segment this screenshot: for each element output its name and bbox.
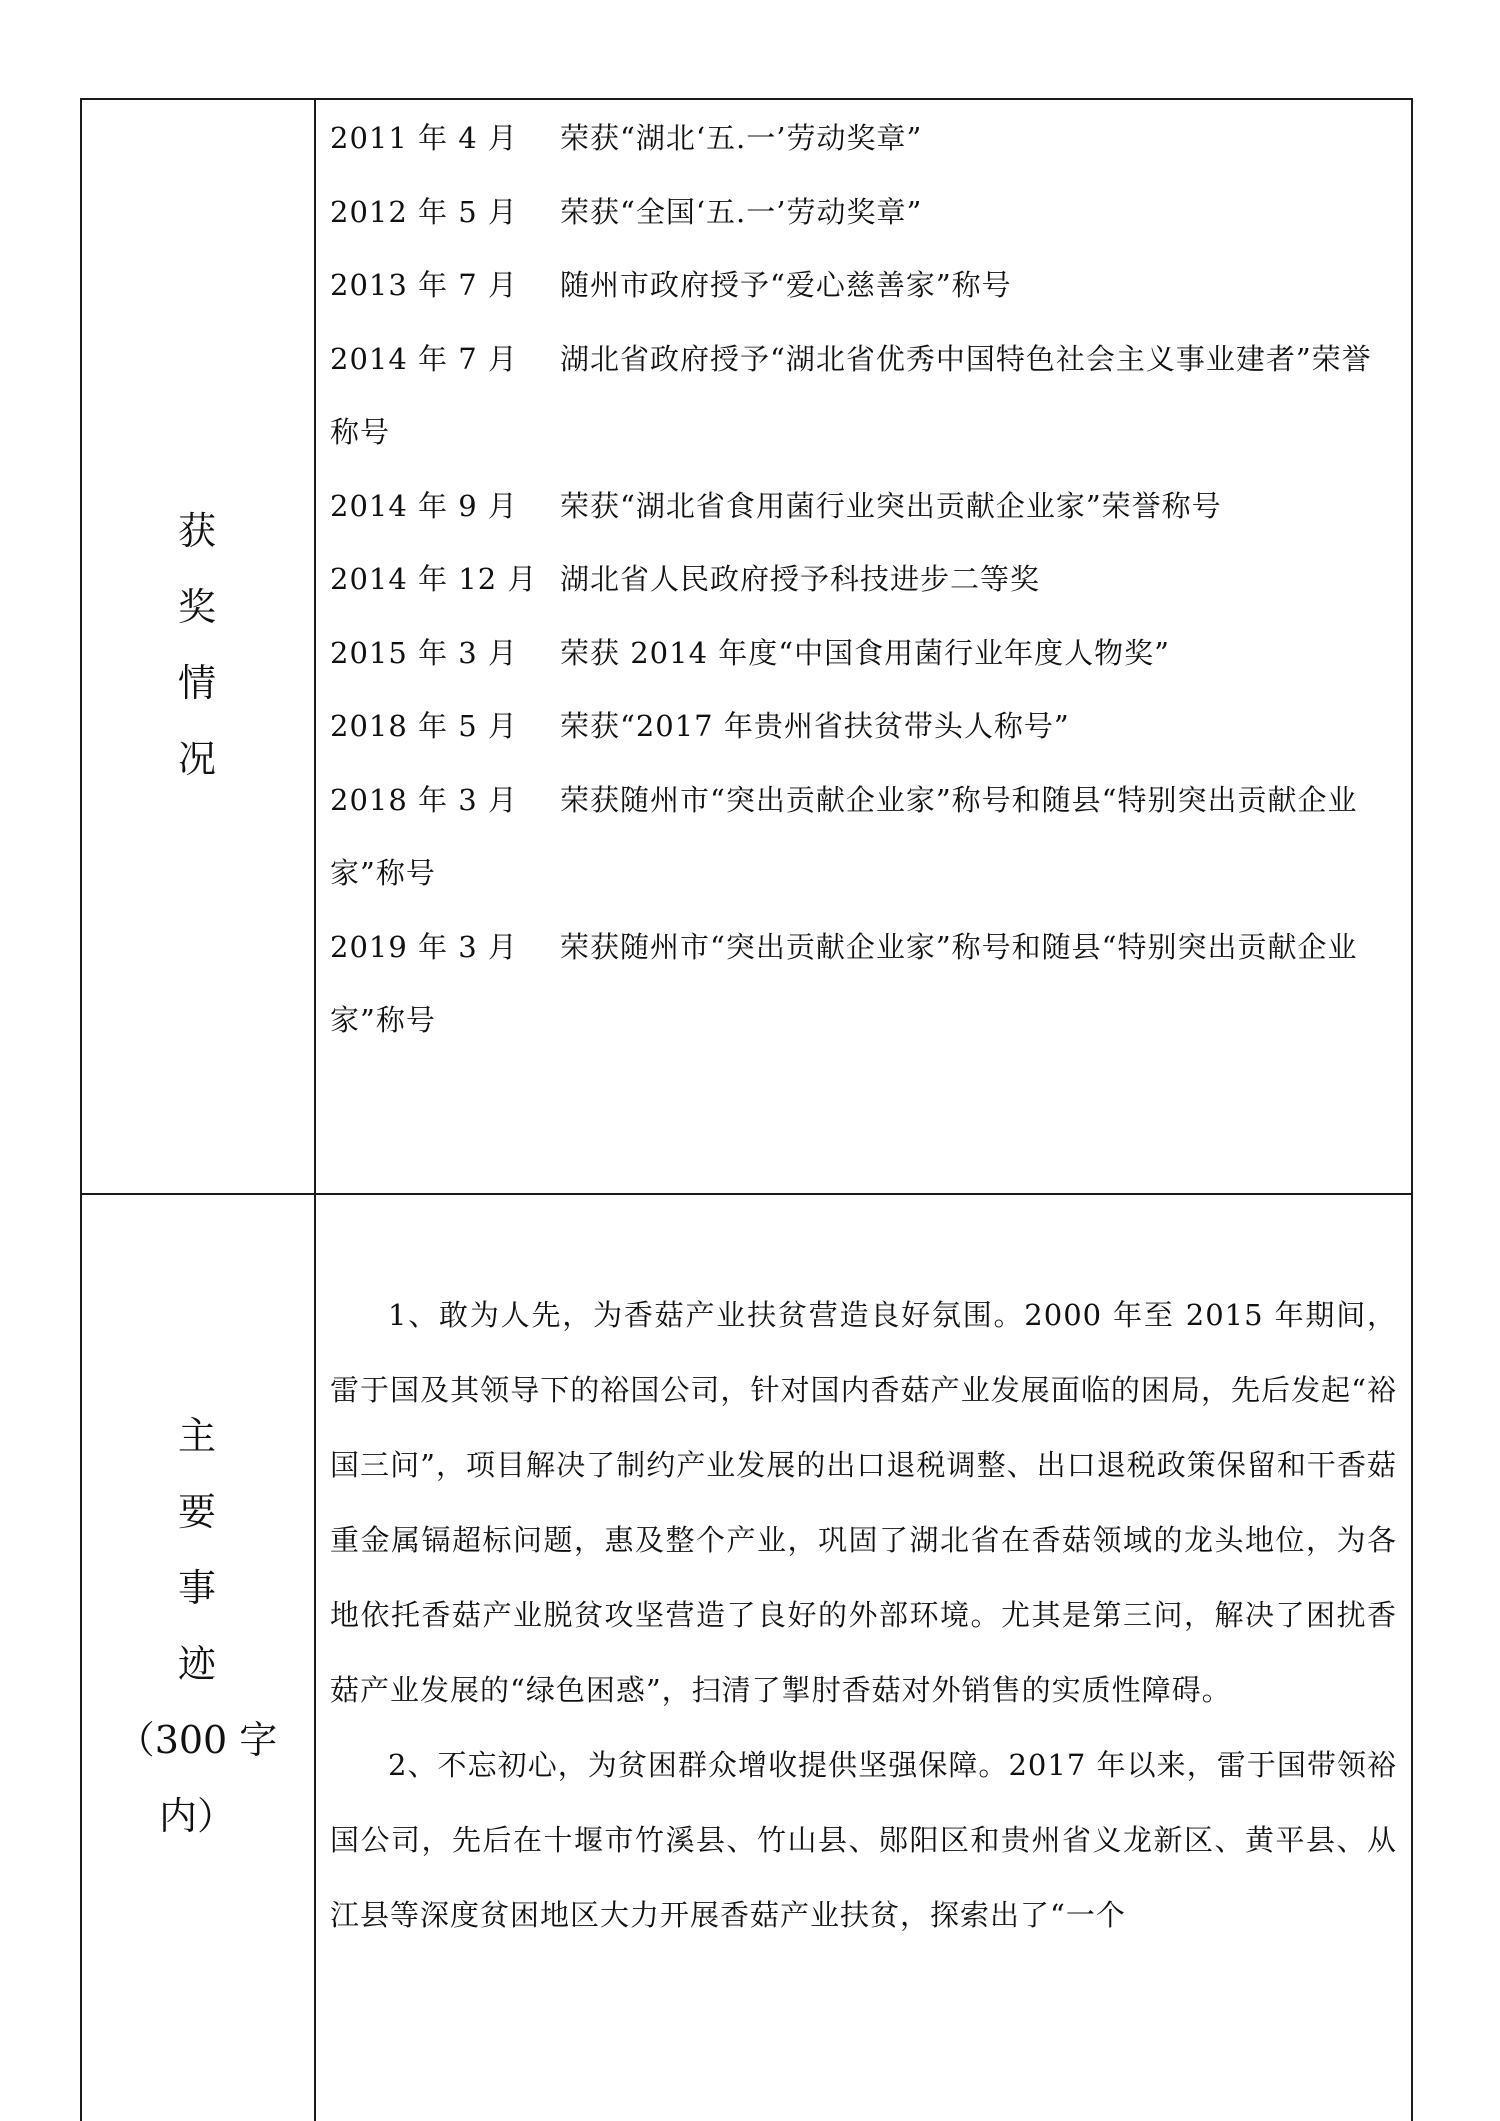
award-item (330, 764, 1397, 911)
award-date: 2014 年 7 月 (330, 341, 518, 376)
award-text: 荣获随州市“突出贡献企业家”称号和随县“特别突出贡献企业家”称号 (330, 782, 1358, 890)
table-column-divider (314, 98, 316, 2121)
awards-label-char: 况 (177, 737, 216, 781)
award-text: 荣获“2017 年贵州省扶贫带头人称号” (560, 709, 1070, 743)
deeds-label-note: 内） (158, 1794, 235, 1838)
award-item (330, 543, 1397, 617)
award-item (330, 249, 1397, 323)
award-text: 荣获随州市“突出贡献企业家”称号和随县“特别突出贡献企业家”称号 (330, 929, 1358, 1037)
deeds-paragraph: 2、不忘初心，为贫困群众增收提供坚强保障。2017 年以来，雷于国带领裕国公司，先后在十堰市竹溪县、竹山县、郧阳区和贵州省义龙新区、黄平县、从江县等深度贫困地区大力开展香菇产业扶贫，探索出了“一个 (330, 1748, 1397, 1932)
deeds-text (330, 1278, 1397, 1953)
award-item (330, 102, 1397, 176)
award-text: 荣获“湖北‘五.一’劳动奖章” (560, 121, 923, 155)
table-right-border (1411, 98, 1413, 2121)
table-top-border (80, 98, 1413, 100)
deeds-label-char: 事 (177, 1566, 216, 1610)
award-text: 荣获“湖北省食用菌行业突出贡献企业家”荣誉称号 (560, 488, 1222, 523)
deeds-paragraph: 1、敢为人先，为香菇产业扶贫营造良好氛围。2000 年至 2015 年期间，雷于国及其领导下的裕国公司，针对国内香菇产业发展面临的困局，先后发起“裕国三问”，项目解决了制约产业发展的出口退税调整、出口退税政策保留和干香菇重金属镉超标问题，惠及整个产业，巩固了湖北省在香菇领域的龙头地位，为各地依托香菇产业脱贫攻坚营造了良好的外部环境。尤其是第三问，解决了困扰香菇产业发展的“绿色困惑”，扫清了掣肘香菇对外销售的实质性障碍。 (330, 1298, 1397, 1707)
award-text: 随州市政府授予“爱心慈善家”称号 (560, 268, 1012, 302)
deeds-label-char: 要 (177, 1490, 216, 1534)
award-date: 2019 年 3 月 (330, 929, 518, 964)
award-text: 湖北省政府授予“湖北省优秀中国特色社会主义事业建者”荣誉称号 (330, 341, 1372, 449)
awards-list (330, 102, 1397, 1058)
award-date: 2014 年 12 月 (330, 562, 538, 596)
award-item (330, 323, 1397, 470)
form-table (80, 98, 1413, 2121)
award-item (330, 470, 1397, 544)
award-item (330, 690, 1397, 764)
table-row-divider (80, 1193, 1413, 1195)
award-item (330, 176, 1397, 250)
award-date: 2015 年 3 月 (330, 635, 518, 670)
award-text: 湖北省人民政府授予科技进步二等奖 (560, 562, 1041, 596)
deeds-label-char: 迹 (177, 1642, 216, 1686)
award-item (330, 617, 1397, 691)
award-date: 2013 年 7 月 (330, 268, 518, 302)
award-item (330, 911, 1397, 1058)
award-date: 2018 年 3 月 (330, 782, 518, 817)
awards-label (80, 493, 314, 797)
award-date: 2011 年 4 月 (330, 121, 518, 155)
award-date: 2014 年 9 月 (330, 488, 518, 523)
awards-label-char: 获 (177, 509, 216, 553)
award-text: 荣获“全国‘五.一’劳动奖章” (560, 194, 923, 229)
deeds-label-char: 主 (177, 1414, 216, 1458)
deeds-label-note: （300 字 (116, 1718, 278, 1762)
awards-label-char: 奖 (177, 585, 216, 629)
award-date: 2012 年 5 月 (330, 194, 518, 229)
award-text: 荣获 2014 年度“中国食用菌行业年度人物奖” (560, 635, 1170, 670)
award-date: 2018 年 5 月 (330, 709, 518, 743)
awards-label-char: 情 (177, 661, 216, 705)
deeds-label (80, 1398, 314, 1854)
